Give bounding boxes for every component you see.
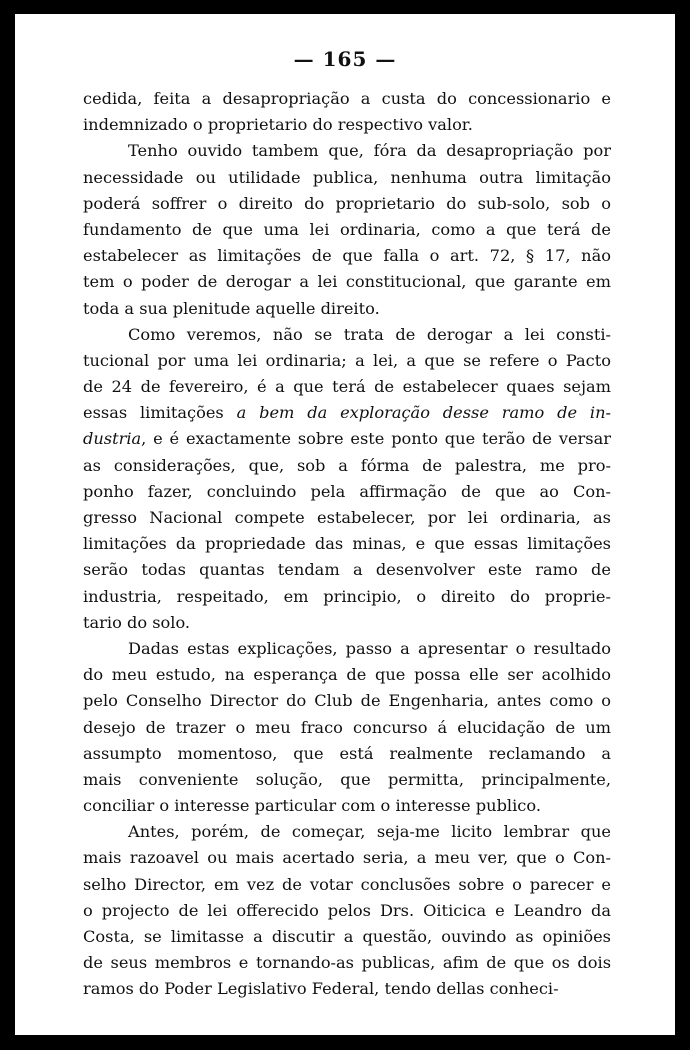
text-line: mais razoavel ou mais acertado seria, a meu ver, que o Con- [83,848,611,868]
text-line: poderá soffrer o direito do proprietario do sub-solo, sob o [83,193,611,213]
paragraph [83,636,611,819]
text-line: toda a sua plenitude aquelle direito. [83,298,380,318]
text-line: tucional por uma lei ordinaria; a lei, a que se refere o Pacto [83,350,611,370]
text-line: desejo de trazer o meu fraco concurso á elucidação de um [83,717,611,737]
text-line: Dadas estas explicações, passo a apresentar o resultado [128,638,611,658]
paragraph [83,138,611,321]
text-line: ponho fazer, concluindo pela affirmação de que ao Con- [83,481,611,501]
text-line: Antes, porém, de começar, seja-me licito lembrar que [128,822,611,842]
text-line: mais conveniente solução, que permitta, principalmente, [83,769,611,789]
text-line: tario do solo. [83,612,191,632]
text-line: Tenho ouvido tambem que, fóra da desapropriação por [128,141,611,161]
text-line: essas limitações a bem da exploração desse ramo de in- [83,403,611,423]
paragraph [83,322,611,636]
page-number: — 165 — [293,47,397,71]
text-line: industria, respeitado, em principio, o direito do proprie- [83,586,611,606]
text-line: as considerações, que, sob a fórma de palestra, me pro- [83,455,611,475]
text-line: pelo Conselho Director do Club de Engenharia, antes como o [83,691,611,711]
body-text [83,86,611,1003]
text-line: Costa, se limitasse a discutir a questão, ouvindo as opiniões [83,927,611,946]
text-line: tem o poder de derogar a lei constitucional, que garante em [83,272,611,292]
text-line: o projecto de lei offerecido pelos Drs. Oiticica e Leandro da [83,900,611,920]
text-line: do meu estudo, na esperança de que possa elle ser acolhido [83,665,611,685]
paragraph [83,819,611,1002]
text-line: selho Director, em vez de votar conclusões sobre o parecer e [83,874,611,894]
text-line: serão todas quantas tendam a desenvolver este ramo de [83,560,611,580]
italic-phrase: dustria [83,429,142,449]
text-line: limitações da propriedade das minas, e que essas limitações [83,534,611,554]
text-line: de seus membros e tornando-as publicas, afim de que os dois [83,953,611,973]
text-line: indemnizado o proprietario do respectivo valor. [83,115,473,135]
text-line: Como veremos, não se trata de derogar a lei consti- [128,324,611,344]
book-page [15,14,675,1035]
text-line: cedida, feita a desapropriação a custa do concessionario e [83,89,611,108]
text-line: estabelecer as limitações de que falla o art. 72, § 17, não [83,246,611,266]
text-line: fundamento de que uma lei ordinaria, como a que terá de [83,219,611,239]
text-line: de 24 de fevereiro, é a que terá de estabelecer quaes sejam [83,377,611,397]
italic-phrase: a bem da exploração desse ramo de in- [236,403,611,423]
paragraph [83,86,611,138]
text-line: dustria, e é exactamente sobre este ponto que terão de versar [83,429,611,449]
text-line: conciliar o interesse particular com o interesse publico. [83,796,541,816]
text-line: ramos do Poder Legislativo Federal, tendo dellas conheci- [83,979,559,999]
text-line: gresso Nacional compete estabelecer, por lei ordinaria, as [83,508,611,527]
text-line: necessidade ou utilidade publica, nenhuma outra limitação [83,167,611,187]
text-line: assumpto momentoso, que está realmente reclamando a [83,743,611,763]
